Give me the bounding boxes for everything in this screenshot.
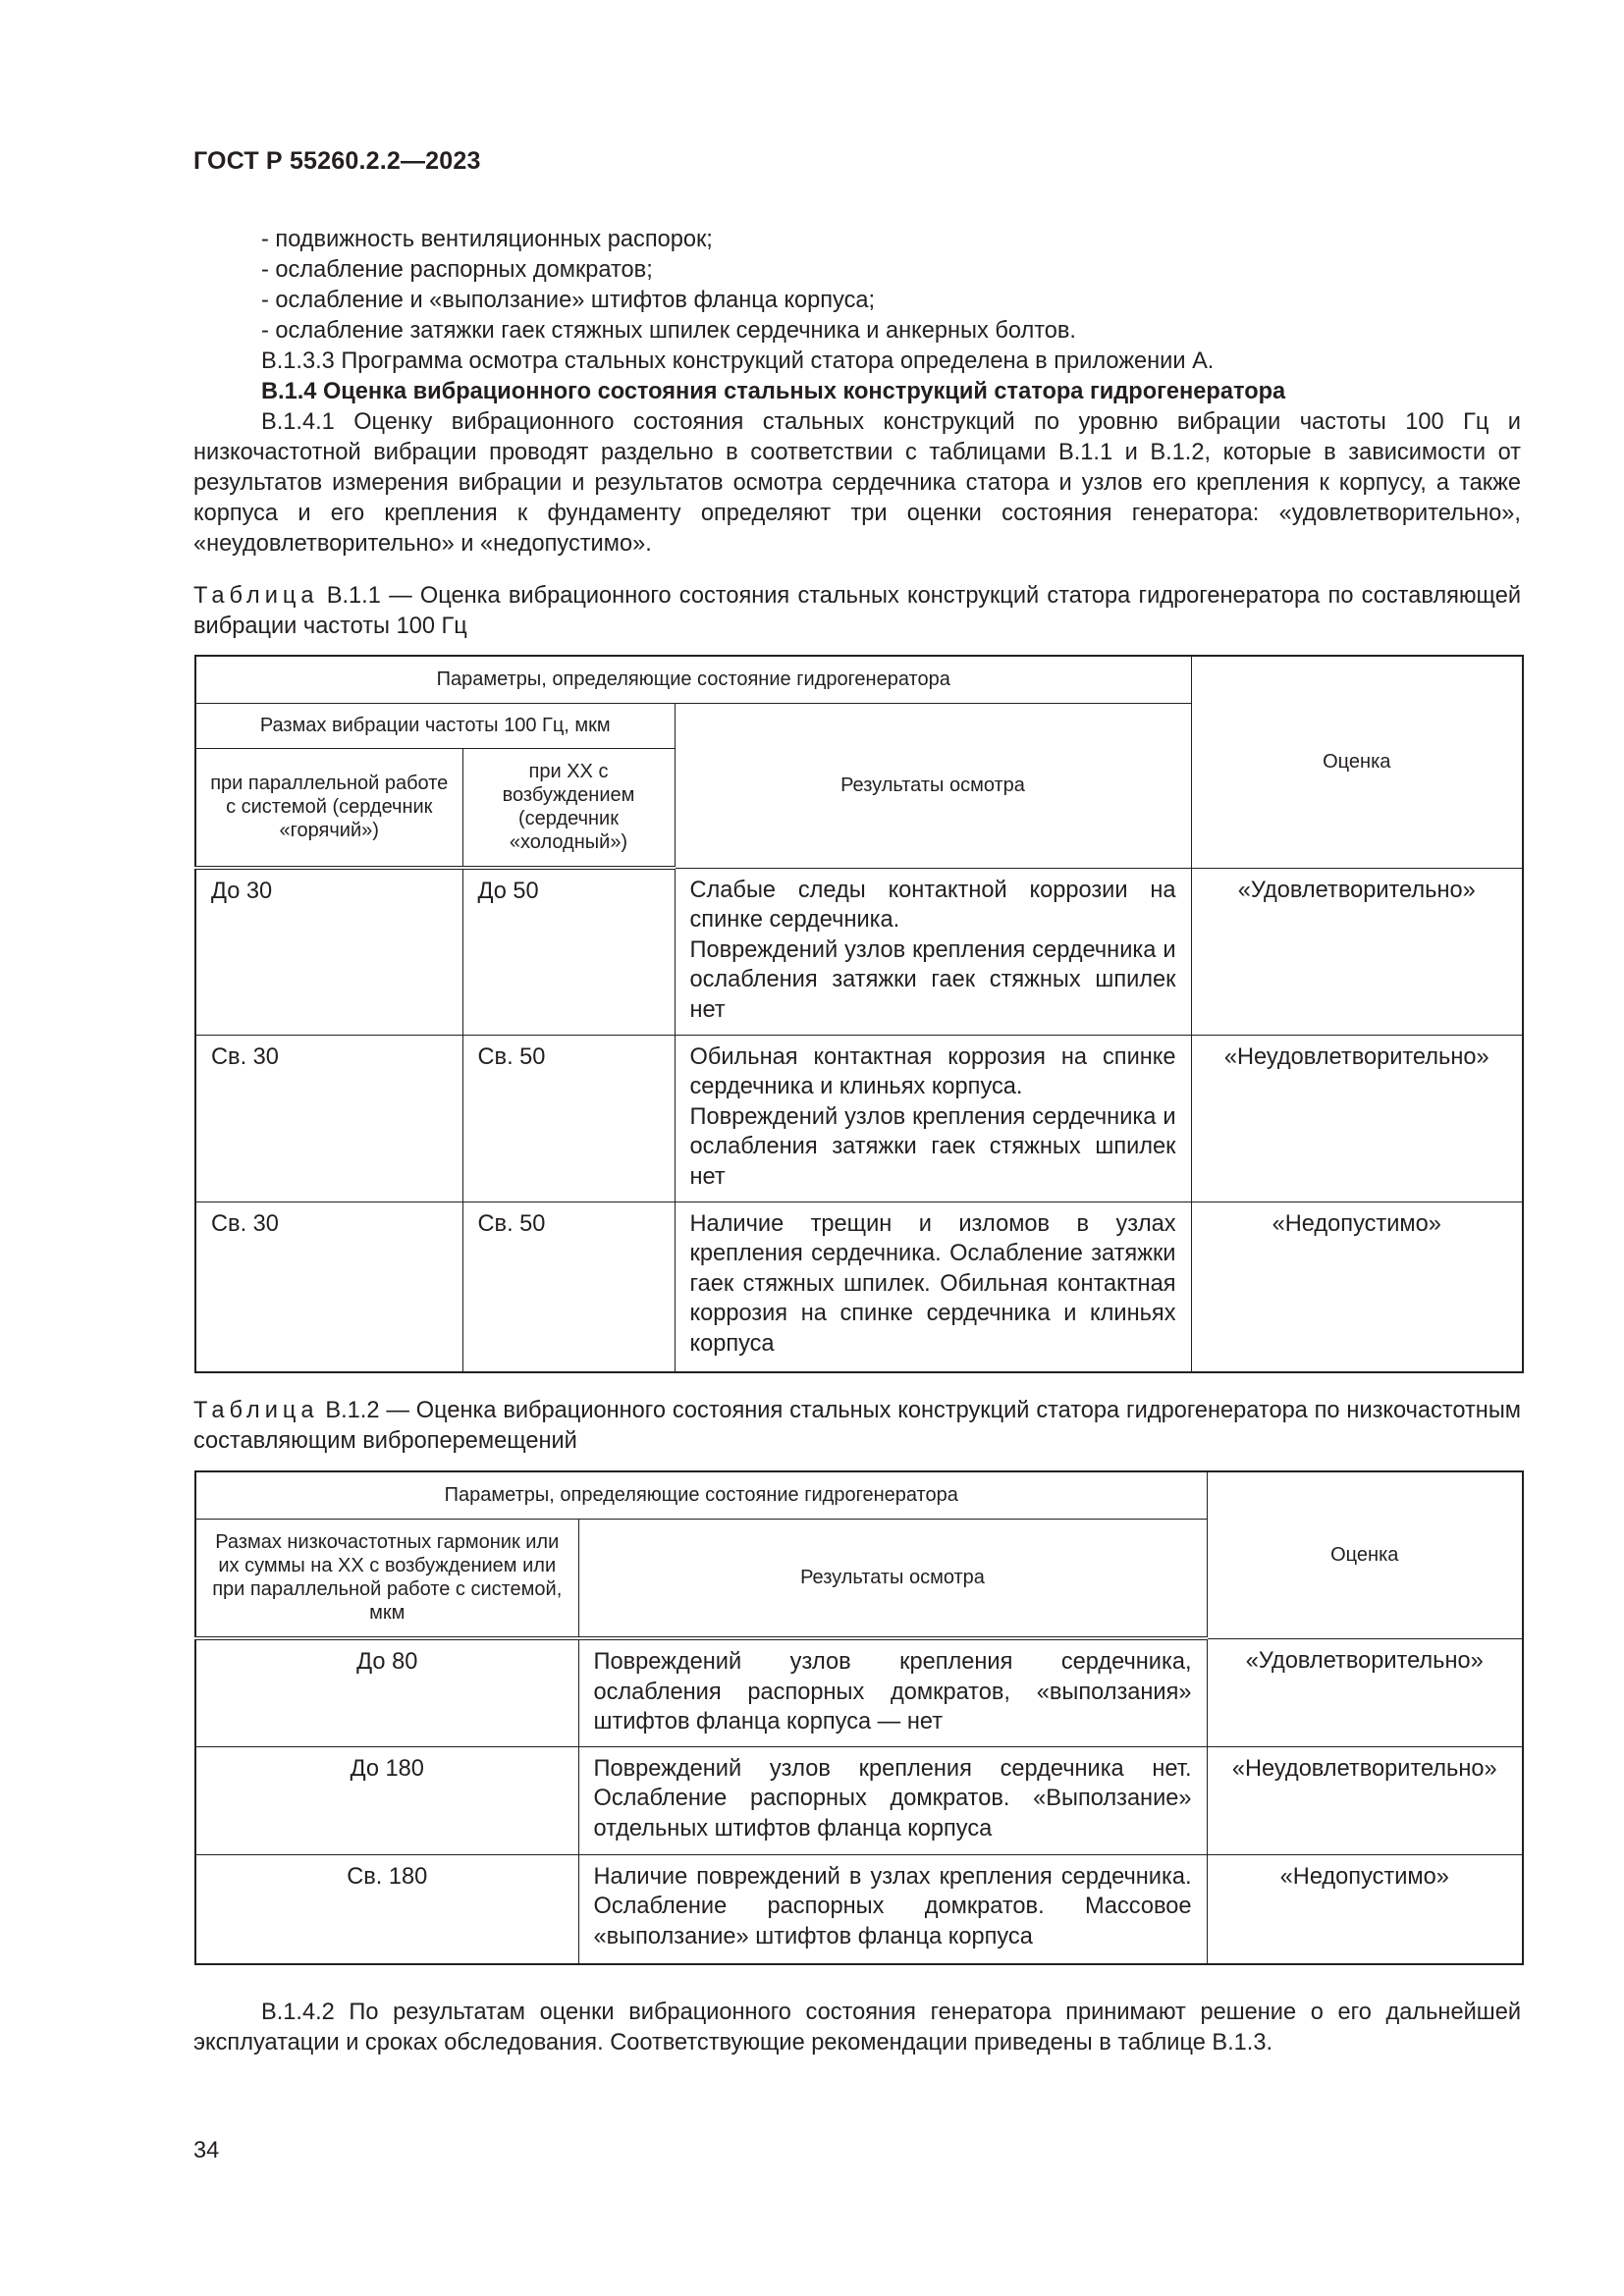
table1-header-parallel: при параллельной работе с системой (сердечник «горячий») — [195, 748, 462, 868]
table1-header-xx: при ХХ с возбуждением (сердечник «холодный») — [462, 748, 675, 868]
table1-cell-xx: Св. 50 — [462, 1035, 675, 1201]
table1-cell-rating: «Неудовлетворительно» — [1191, 1035, 1523, 1201]
table1-caption-label: Таблица — [193, 583, 319, 609]
table1-cell-parallel: Св. 30 — [195, 1035, 462, 1201]
table1-cell-rating: «Недопустимо» — [1191, 1201, 1523, 1372]
list-item: - ослабление и «выползание» штифтов фланца корпуса; — [261, 288, 876, 313]
paragraph-b141: В.1.4.1 Оценку вибрационного состояния стальных конструкций по уровню вибрации частоты 100 Гц и низкочастотной вибрации проводят раздельно в соответствии с таблицами В.1.1 и В.1.2, которые в зависимости от результатов измерения вибрации и результатов осмотра сердечника статора и узлов его крепления к корпусу, а также корпуса и его крепления к фундаменту определяют три оценки состояния генератора: «удовлетворительно», «неудовлетворительно» и «недопустимо». — [193, 409, 1521, 557]
table1-caption — [193, 581, 1521, 642]
table-row — [195, 868, 1523, 1035]
table1-cell-xx: Св. 50 — [462, 1201, 675, 1372]
table1-cell-rating: «Удовлетворительно» — [1191, 868, 1523, 1035]
table2-cell-results: Наличие повреждений в узлах крепления сердечника. Ослабление распорных домкратов. Массовое «выползание» штифтов фланца корпуса — [578, 1854, 1207, 1964]
table2-cell-results: Повреждений узлов крепления сердечника нет. Ослабление распорных домкратов. «Выползание» отдельных штифтов фланца корпуса — [578, 1746, 1207, 1854]
table-b11 — [194, 655, 1524, 1373]
table2-header-range: Размах низкочастотных гармоник или их суммы на ХХ с возбуждением или при параллельной работе с системой, мкм — [195, 1519, 578, 1638]
table1-caption-text: В.1.1 — Оценка вибрационного состояния стальных конструкций статора гидрогенератора по составляющей вибрации частоты 100 Гц — [193, 583, 1522, 639]
paragraph-b142: В.1.4.2 По результатам оценки вибрационного состояния генератора принимают решение о его дальнейшей эксплуатации и сроках обследования. Соответствующие рекомендации приведены в таблице В.1.3. — [193, 2000, 1521, 2056]
table1-header-params: Параметры, определяющие состояние гидрогенератора — [195, 656, 1191, 703]
table2-cell-range: До 180 — [195, 1746, 578, 1854]
page-number: 34 — [193, 2138, 220, 2163]
table1-cell-results: Наличие трещин и изломов в узлах крепления сердечника. Ослабление затяжки гаек стяжных шпилек. Обильная контактная коррозия на спинке сердечника и клиньях корпуса — [675, 1201, 1191, 1372]
table2-cell-range: Св. 180 — [195, 1854, 578, 1964]
table2-caption-text: В.1.2 — Оценка вибрационного состояния стальных конструкций статора гидрогенератора по низкочастотным составляющим виброперемещений — [193, 1398, 1521, 1454]
table1-header-range: Размах вибрации частоты 100 Гц, мкм — [195, 703, 675, 748]
section-heading-b14: В.1.4 Оценка вибрационного состояния стальных конструкций статора гидрогенератора — [261, 379, 1286, 404]
table2-header-rating: Оценка — [1207, 1471, 1523, 1638]
table2-cell-results: Повреждений узлов крепления сердечника, ослабления распорных домкратов, «выползания» штифтов фланца корпуса — нет — [578, 1638, 1207, 1746]
table1-header-results: Результаты осмотра — [675, 703, 1191, 868]
table1-results-line: Повреждений узлов крепления сердечника и ослабления затяжки гаек стяжных шпилек нет — [689, 1103, 1176, 1190]
table-row — [195, 1638, 1523, 1746]
table2-caption — [193, 1396, 1521, 1457]
table1-header-rating: Оценка — [1191, 656, 1523, 868]
table2-cell-rating: «Неудовлетворительно» — [1207, 1746, 1523, 1854]
table2-cell-rating: «Недопустимо» — [1207, 1854, 1523, 1964]
list-item: - ослабление затяжки гаек стяжных шпилек сердечника и анкерных болтов. — [261, 318, 1076, 344]
table-row — [195, 1035, 1523, 1201]
table1-cell-xx: До 50 — [462, 868, 675, 1035]
table-row — [195, 1854, 1523, 1964]
table2-caption-label: Таблица — [193, 1398, 319, 1423]
table1-cell-parallel: Св. 30 — [195, 1201, 462, 1372]
intro-section — [193, 225, 1521, 560]
document-header: ГОСТ Р 55260.2.2—2023 — [193, 147, 481, 175]
table1-cell-results — [675, 1035, 1191, 1201]
table1-results-line: Слабые следы контактной коррозии на спинке сердечника. — [689, 877, 1176, 933]
table-row — [195, 1201, 1523, 1372]
table1-cell-results — [675, 868, 1191, 1035]
closing-section — [193, 1998, 1521, 2058]
list-item: - ослабление распорных домкратов; — [261, 257, 653, 283]
paragraph-b133: В.1.3.3 Программа осмотра стальных конструкций статора определена в приложении А. — [261, 348, 1215, 374]
table1-cell-parallel: До 30 — [195, 868, 462, 1035]
table2-cell-rating: «Удовлетворительно» — [1207, 1638, 1523, 1746]
table1-results-line: Обильная контактная коррозия на спинке сердечника и клиньях корпуса. — [689, 1043, 1176, 1099]
list-item: - подвижность вентиляционных распорок; — [261, 227, 713, 252]
table2-header-results: Результаты осмотра — [578, 1519, 1207, 1638]
table-b12 — [194, 1470, 1524, 1965]
table2-header-params: Параметры, определяющие состояние гидрогенератора — [195, 1471, 1207, 1519]
table1-results-line: Повреждений узлов крепления сердечника и ослабления затяжки гаек стяжных шпилек нет — [689, 936, 1176, 1023]
table2-cell-range: До 80 — [195, 1638, 578, 1746]
table-row — [195, 1746, 1523, 1854]
